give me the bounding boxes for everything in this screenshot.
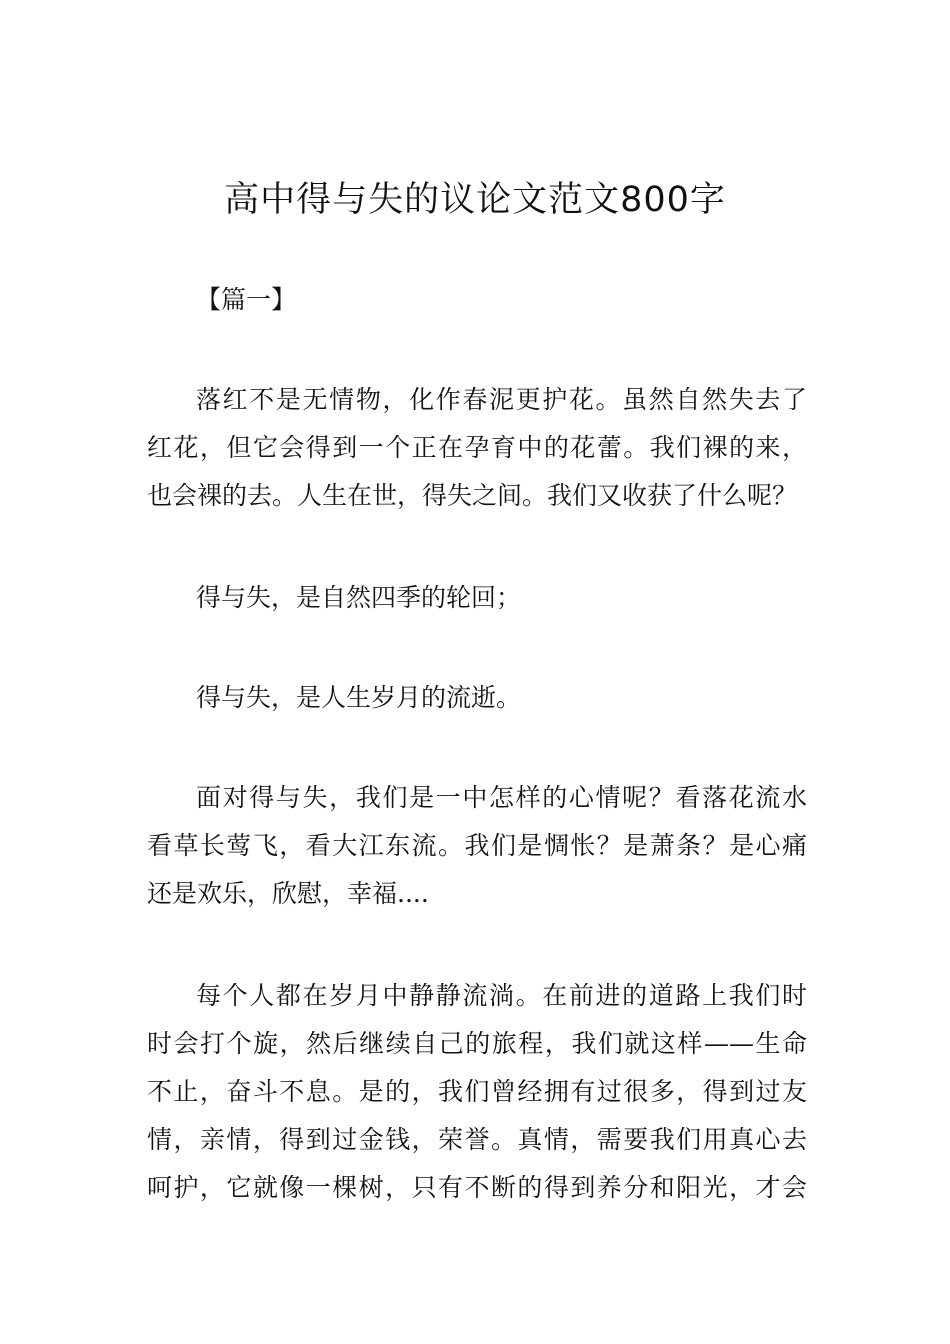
paragraph-line: 落红不是无情物，化作春泥更护花。虽然自然失去了 — [196, 385, 807, 414]
paragraph-line: 也会裸的去。人生在世，得失之间。我们又收获了什么呢？ — [147, 481, 798, 510]
paragraph-2 — [147, 574, 807, 622]
paragraph-line: 时会打个旋，然后继续自己的旅程，我们就这样——生命 — [147, 1029, 807, 1058]
paragraph-line: 看草长莺飞，看大江东流。我们是惆怅？是萧条？是心痛 — [147, 831, 807, 860]
paragraph-line: 每个人都在岁月中静静流淌。在前进的道路上我们时 — [196, 981, 807, 1010]
paragraph-4 — [147, 774, 807, 918]
paragraph-line: 红花，但它会得到一个正在孕育中的花蕾。我们裸的来， — [147, 433, 807, 462]
paragraph-line: 不止，奋斗不息。是的，我们曾经拥有过很多，得到过友 — [147, 1077, 807, 1106]
paragraph-1 — [147, 376, 807, 520]
document-title: 高中得与失的议论文范文800字 — [224, 180, 726, 220]
paragraph-line: 得与失，是人生岁月的流逝。 — [196, 683, 522, 712]
paragraph-3 — [147, 674, 807, 722]
paragraph-line: 面对得与失，我们是一中怎样的心情呢？看落花流水 — [196, 783, 807, 812]
paragraph-line: 情，亲情，得到过金钱，荣誉。真情，需要我们用真心去 — [147, 1125, 807, 1154]
paragraph-line: 还是欢乐，欣慰，幸福.... — [147, 879, 429, 908]
paragraph-5 — [147, 972, 807, 1212]
paragraph-line: 呵护，它就像一棵树，只有不断的得到养分和阳光，才会 — [147, 1173, 807, 1202]
paragraph-line: 得与失，是自然四季的轮回； — [196, 583, 522, 612]
section-label: 【篇一】 — [196, 285, 297, 314]
